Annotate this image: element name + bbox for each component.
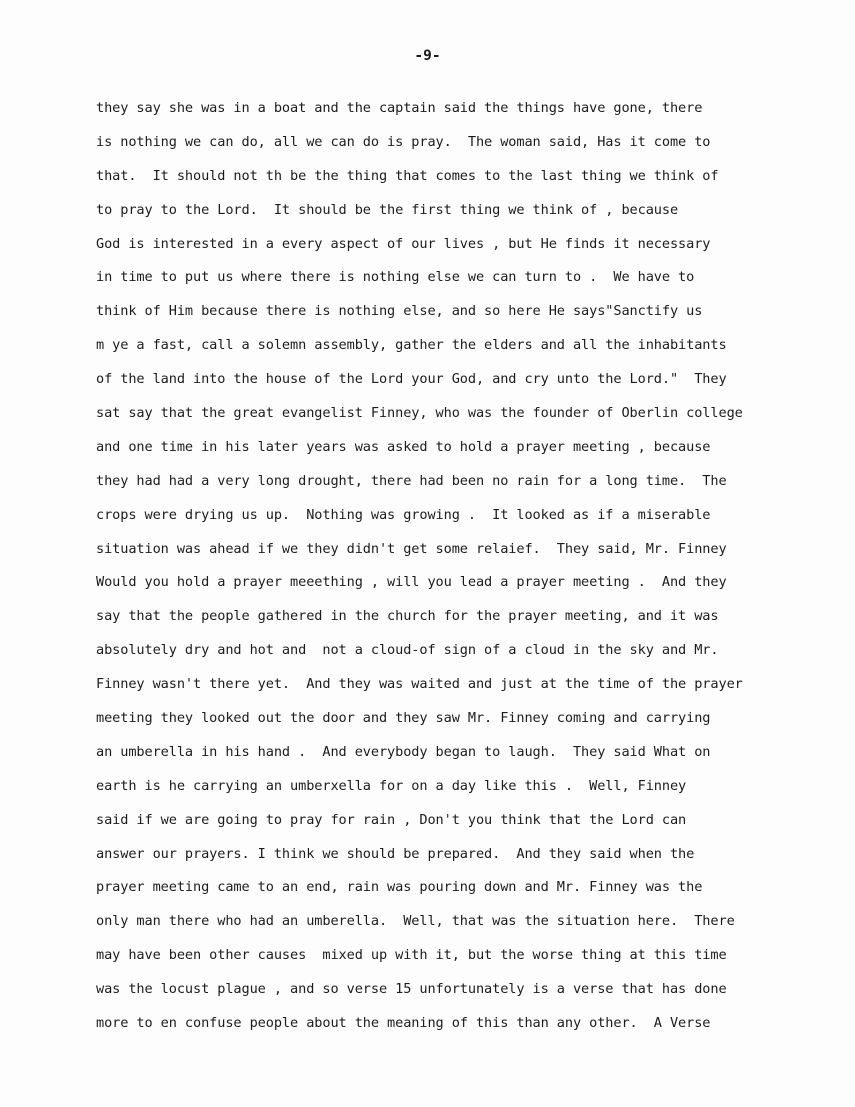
text-line: prayer meeting came to an end, rain was pouring down and Mr. Finney was the — [96, 879, 703, 896]
page-number: -9- — [414, 48, 441, 64]
text-line: to pray to the Lord. It should be the first thing we think of , because — [96, 201, 679, 218]
text-line: situation was ahead if we they didn't get some relaief. They said, Mr. Finney — [96, 540, 727, 557]
body-text — [96, 96, 796, 1045]
text-line: that. It should not th be the thing that comes to the last thing we think of — [96, 167, 719, 184]
text-line: meeting they looked out the door and they saw Mr. Finney coming and carrying — [96, 710, 711, 727]
text-line: Would you hold a prayer meeething , will you lead a prayer meeting . And they — [96, 574, 727, 591]
text-line: and one time in his later years was asked to hold a prayer meeting , because — [96, 438, 711, 455]
text-line: God is interested in a every aspect of our lives , but He finds it necessary — [96, 235, 711, 252]
text-line: answer our prayers. I think we should be prepared. And they said when the — [96, 845, 695, 862]
text-line: an umberella in his hand . And everybody began to laugh. They said What on — [96, 743, 711, 760]
text-line: only man there who had an umberella. Well, that was the situation here. There — [96, 913, 735, 930]
text-line: is nothing we can do, all we can do is pray. The woman said, Has it come to — [96, 133, 711, 150]
text-line: said if we are going to pray for rain , Don't you think that the Lord can — [96, 811, 687, 828]
text-line: more to en confuse people about the meaning of this than any other. A Verse — [96, 1015, 711, 1032]
text-line: absolutely dry and hot and not a cloud-of sign of a cloud in the sky and Mr. — [96, 642, 719, 659]
text-line: was the locust plague , and so verse 15 unfortunately is a verse that has done — [96, 981, 727, 998]
text-line: m ye a fast, call a solemn assembly, gather the elders and all the inhabitants — [96, 337, 727, 354]
text-line: they say she was in a boat and the captain said the things have gone, there — [96, 100, 703, 116]
text-line: they had had a very long drought, there had been no rain for a long time. The — [96, 472, 727, 489]
text-line: think of Him because there is nothing else, and so here He says"Sanctify us — [96, 303, 703, 320]
text-line: may have been other causes mixed up with it, but the worse thing at this time — [96, 947, 727, 964]
text-line: sat say that the great evangelist Finney, who was the founder of Oberlin college — [96, 405, 743, 422]
text-line: of the land into the house of the Lord your God, and cry unto the Lord." They — [96, 371, 727, 388]
text-line: in time to put us where there is nothing else we can turn to . We have to — [96, 269, 695, 286]
text-line: say that the people gathered in the church for the prayer meeting, and it was — [96, 608, 719, 625]
text-line: earth is he carrying an umberxella for on a day like this . Well, Finney — [96, 777, 687, 794]
text-line: Finney wasn't there yet. And they was waited and just at the time of the prayer — [96, 676, 743, 693]
text-line: crops were drying us up. Nothing was growing . It looked as if a miserable — [96, 506, 711, 523]
